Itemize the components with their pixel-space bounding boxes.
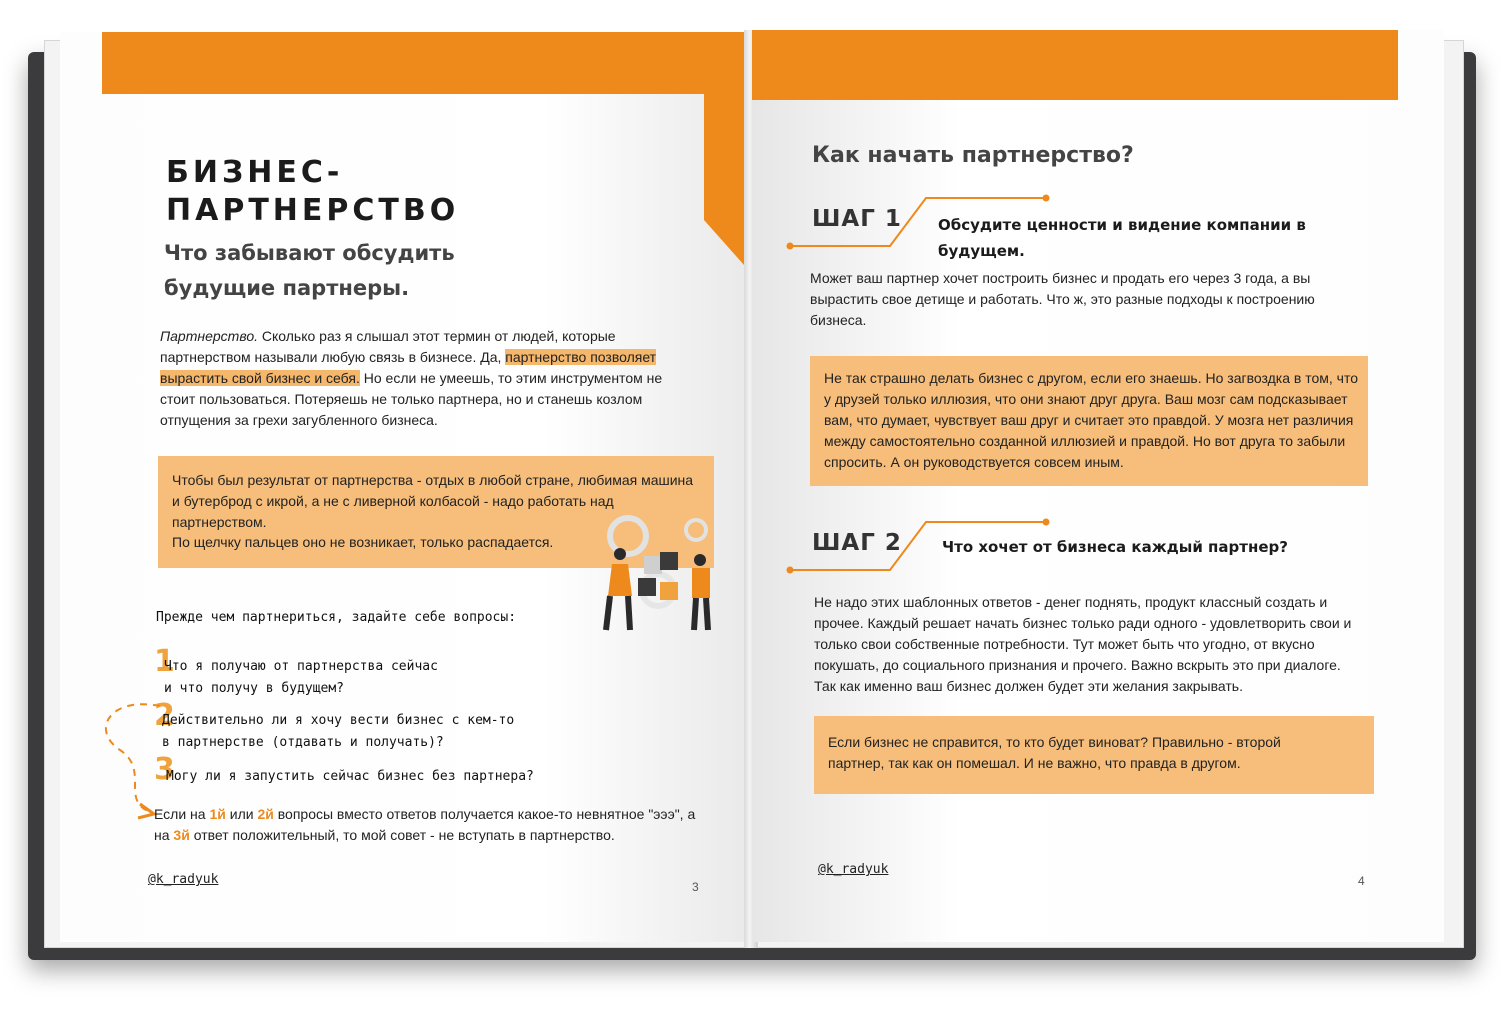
- page-title-line2: ПАРТНЕРСТВО: [166, 193, 460, 228]
- intro-paragraph: [160, 326, 688, 431]
- right-heading: Как начать партнерство?: [812, 143, 1134, 168]
- step2-quote-text: Если бизнес не справится, то кто будет виноват? Правильно - второй партнер, так как он помешал. И не важно, что правда в другом.: [828, 734, 1281, 771]
- quote-box-text2: По щелчку пальцев оно не возникает, только распадается.: [172, 534, 554, 550]
- page-number-right: 4: [1358, 874, 1365, 888]
- conclusion-o3: 3й: [173, 827, 190, 843]
- right-page: [752, 30, 1444, 942]
- intro-text-b: Но если не умеешь, то этим инструментом не стоит пользоваться. Потеряешь не только партнера, но и станешь козлом отпущения за грехи загубленного бизнеса.: [160, 370, 663, 428]
- quote-box-text1: Чтобы был результат от партнерства - отдых в любой стране, любимая машина и бутерброд с икрой, а не с ливерной колбасой - надо работать над партнерством.: [172, 472, 694, 530]
- step1-quote-text: Не так страшно делать бизнес с другом, если его знаешь. Но загвоздка в том, что у друзей только иллюзия, что они знают друг друга. Ваш мозг сам подсказывает вам, что думает, чувствует ваш друг и считает это правдой. У мозга нет различия между самостоятельно созданной иллюзией и правдой. Но вот друга то забыли спросить. А он руководствуется совсем иным.: [824, 370, 1358, 470]
- page-number-left: 3: [692, 880, 699, 894]
- page-title-line1: БИЗНЕС-: [166, 155, 344, 190]
- conclusion-b: или: [225, 806, 258, 822]
- conclusion-d: ответ положительный, то мой совет - не вступать в партнерство.: [189, 827, 615, 843]
- page-subtitle-line2: будущие партнеры.: [164, 276, 410, 300]
- step1-text: Может ваш партнер хочет построить бизнес и продать его через 3 года, а вы вырастить свое детище и работать. Что ж, это разные подходы к построению бизнеса.: [810, 270, 1315, 328]
- author-handle-link-right[interactable]: @k_radyuk: [818, 862, 889, 877]
- question-1-line1: Что я получаю от партнерства сейчас: [164, 659, 438, 674]
- question-3-number: 3: [154, 752, 175, 787]
- intro-text-a: Сколько раз я слышал этот термин от людей, которые партнерством называли любую связь в бизнесе. Да,: [160, 328, 616, 365]
- right-header-band: [752, 30, 1398, 100]
- intro-highlight: партнерство позволяет вырастить свой бизнес и себя.: [160, 349, 657, 386]
- page-subtitle-line1: Что забывают обсудить: [164, 241, 455, 265]
- step2-text: Не надо этих шаблонных ответов - денег поднять, продукт классный создать и прочее. Каждый решает начать бизнес только ради одного - удовлетворить свои и только свои собственные потребности. Тут может быть что угодно, от вкусно покушать, до социального признания и прочего. Важно вскрыть это при диалоге. Так как именно ваш бизнес должен будет эти желания закрывать.: [814, 594, 1352, 694]
- conclusion-o2: 2й: [257, 806, 274, 822]
- question-2: [162, 710, 514, 754]
- question-2-number: 2: [154, 698, 175, 733]
- conclusion-a: Если на: [154, 806, 210, 822]
- step1-question-line1: Обсудите ценности и видение компании в: [938, 216, 1306, 234]
- author-handle-link[interactable]: @k_radyuk: [148, 872, 219, 887]
- step1-question: [938, 212, 1306, 264]
- question-3: [166, 766, 534, 788]
- left-header-band: [102, 32, 752, 94]
- step1-question-line2: будущем.: [938, 242, 1025, 260]
- question-1-line2: и что получу в будущем?: [164, 681, 345, 696]
- left-page: [60, 32, 752, 942]
- step2-question: Что хочет от бизнеса каждый партнер?: [942, 538, 1288, 556]
- conclusion-c: вопросы вместо ответов получается какое-то невнятное "эээ", а на: [154, 806, 696, 843]
- step2-quote-box: [814, 716, 1374, 794]
- question-2-line2: в партнерстве (отдавать и получать)?: [162, 735, 444, 750]
- intro-italic: Партнерство.: [160, 328, 258, 344]
- conclusion-paragraph: [154, 804, 714, 846]
- conclusion-o1: 1й: [209, 806, 226, 822]
- step1-quote-box: [810, 356, 1368, 486]
- dashed-arrow-icon: [80, 700, 200, 820]
- question-2-line1: Действительно ли я хочу вести бизнес с кем-то: [162, 713, 515, 728]
- step1-label: ШАГ 1: [812, 206, 902, 232]
- question-1: [164, 656, 438, 700]
- question-3-line1: Могу ли я запустить сейчас бизнес без партнера?: [166, 769, 534, 784]
- question-1-number: 1: [154, 644, 175, 679]
- partners-puzzle-illustration: [598, 512, 728, 634]
- step2-label: ШАГ 2: [812, 530, 902, 556]
- questions-intro: Прежде чем партнериться, задайте себе вопросы:: [156, 610, 517, 625]
